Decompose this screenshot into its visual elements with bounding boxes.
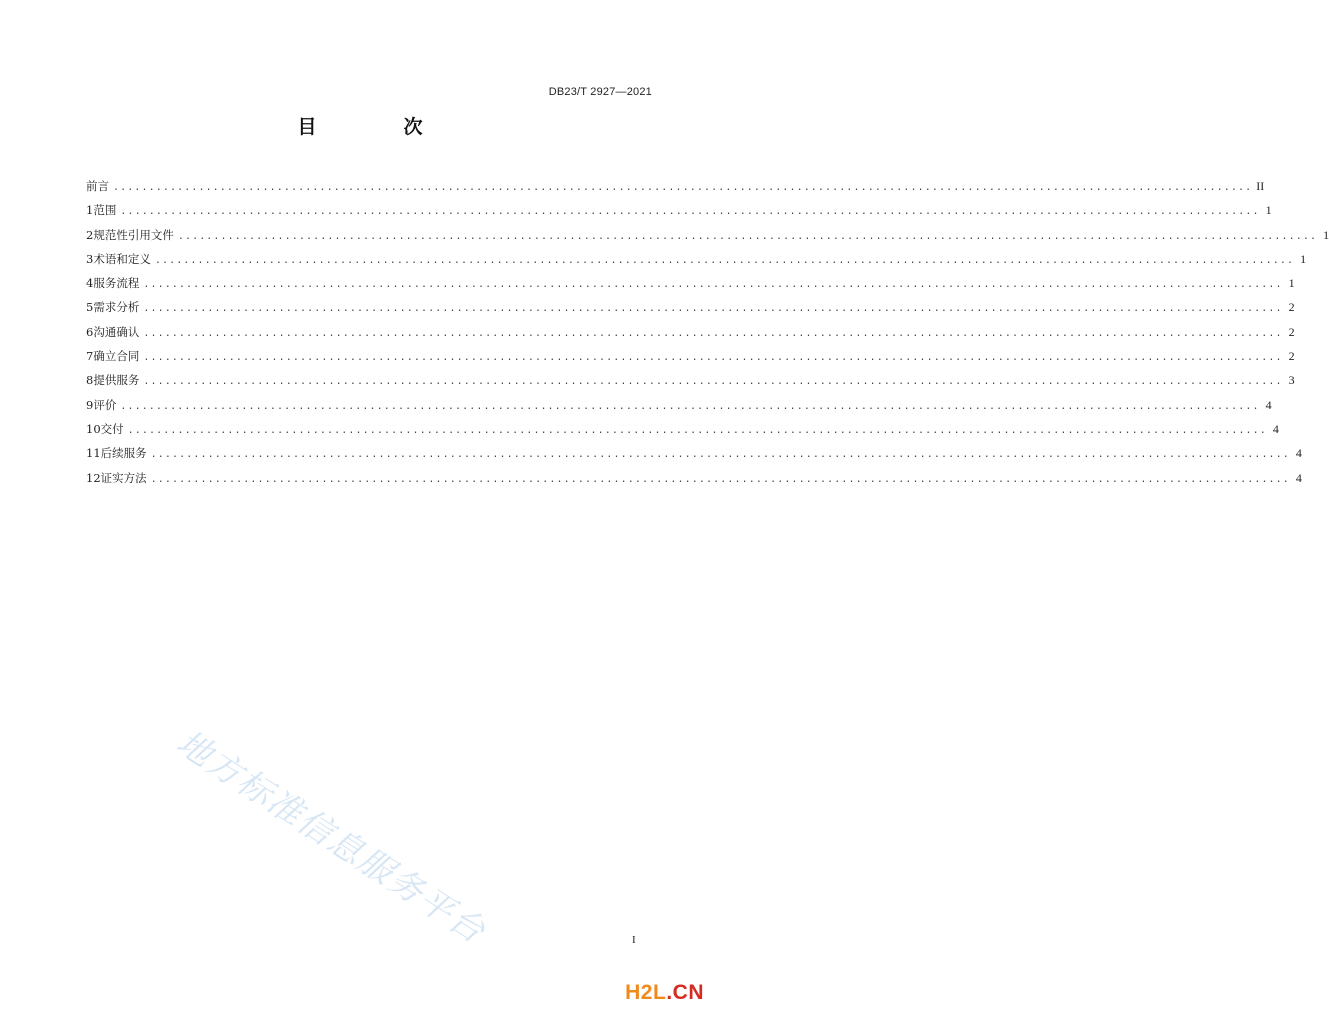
toc-entry[interactable] — [86, 324, 1295, 348]
toc-entry-number: 9 — [86, 397, 94, 412]
toc-entry-page: 4 — [1295, 446, 1302, 461]
toc-entry-title: 沟通确认 — [93, 324, 140, 339]
toc-entry-number: 4 — [86, 276, 94, 291]
toc-entry-title: 交付 — [100, 421, 124, 436]
toc-entry-page: 2 — [1288, 300, 1295, 315]
toc-entry-page: 1 — [1300, 251, 1307, 266]
toc-entry-title: 术语和定义 — [93, 251, 151, 266]
toc-leader-dots: ................................................................................................................................................................ — [154, 254, 1295, 266]
watermark: 地方标准信息服务平台 — [169, 722, 493, 953]
table-of-contents — [86, 178, 1329, 494]
toc-entry[interactable] — [86, 470, 1302, 494]
site-logo-part1: H2L — [625, 981, 667, 1004]
toc-entry-page: II — [1256, 179, 1265, 193]
toc-entry[interactable] — [86, 275, 1295, 299]
toc-entry-number: 3 — [86, 251, 94, 266]
toc-entry-number: 2 — [86, 227, 94, 242]
toc-entry-page: 1 — [1265, 203, 1272, 218]
toc-leader-dots: ................................................................................................................................................................ — [150, 449, 1290, 461]
toc-entry-number: 11 — [86, 446, 101, 461]
toc-entry[interactable] — [86, 445, 1302, 469]
toc-leader-dots: ................................................................................................................................................................ — [127, 424, 1267, 436]
toc-entry-number: 7 — [86, 349, 94, 364]
toc-entry[interactable] — [86, 299, 1295, 323]
toc-leader-dots: ................................................................................................................................................................ — [120, 400, 1260, 412]
toc-entry-number: 6 — [86, 324, 94, 339]
toc-entry-page: 2 — [1288, 324, 1295, 339]
toc-entry[interactable] — [86, 251, 1307, 275]
toc-entry-title: 范围 — [93, 203, 117, 218]
toc-entry-title: 证实方法 — [100, 470, 147, 485]
toc-leader-dots: ................................................................................................................................................................ — [143, 303, 1283, 315]
toc-entry[interactable] — [86, 178, 1265, 202]
toc-entry-page: 3 — [1288, 373, 1295, 388]
toc-leader-dots: ................................................................................................................................................................ — [143, 376, 1283, 388]
page-title: 目 次 — [297, 116, 457, 138]
toc-entry-page: 1 — [1288, 276, 1295, 291]
standard-code: DB23/T 2927—2021 — [548, 86, 652, 98]
toc-leader-dots: ................................................................................................................................................................ — [150, 473, 1290, 485]
toc-entry-title: 评价 — [93, 397, 117, 412]
toc-entry-title: 需求分析 — [93, 300, 140, 315]
toc-entry-number: 5 — [86, 300, 94, 315]
toc-entry-number: 10 — [86, 421, 101, 436]
toc-entry-page: 4 — [1265, 397, 1272, 412]
toc-entry-page: 2 — [1288, 349, 1295, 364]
toc-entry[interactable] — [86, 397, 1272, 421]
toc-entry-page: 4 — [1295, 470, 1302, 485]
site-logo[interactable] — [625, 981, 704, 1005]
site-logo-part2: .CN — [666, 981, 704, 1004]
toc-entry[interactable] — [86, 348, 1295, 372]
toc-entry-title: 服务流程 — [93, 276, 140, 291]
toc-leader-dots: ................................................................................................................................................................ — [177, 230, 1318, 242]
toc-entry[interactable] — [86, 227, 1329, 251]
toc-entry-number: 12 — [86, 470, 101, 485]
page-number: I — [632, 934, 636, 946]
toc-entry-title: 提供服务 — [93, 373, 140, 388]
toc-entry[interactable] — [86, 372, 1295, 396]
toc-entry[interactable] — [86, 421, 1279, 445]
toc-entry-title: 规范性引用文件 — [93, 227, 174, 242]
toc-leader-dots: ................................................................................................................................................................ — [143, 327, 1283, 339]
toc-leader-dots: ................................................................................................................................................................ — [143, 279, 1283, 291]
toc-entry-number: 1 — [86, 203, 94, 218]
toc-entry-page: 1 — [1323, 227, 1329, 242]
toc-entry-title: 确立合同 — [93, 349, 140, 364]
toc-entry-title: 后续服务 — [100, 446, 147, 461]
toc-entry-title: 前言 — [86, 179, 109, 193]
toc-leader-dots: ................................................................................................................................................................ — [113, 182, 1253, 193]
toc-entry[interactable] — [86, 202, 1272, 226]
toc-entry-page: 4 — [1272, 421, 1279, 436]
toc-entry-number: 8 — [86, 373, 94, 388]
toc-leader-dots: ................................................................................................................................................................ — [120, 206, 1260, 218]
toc-leader-dots: ................................................................................................................................................................ — [143, 352, 1283, 364]
